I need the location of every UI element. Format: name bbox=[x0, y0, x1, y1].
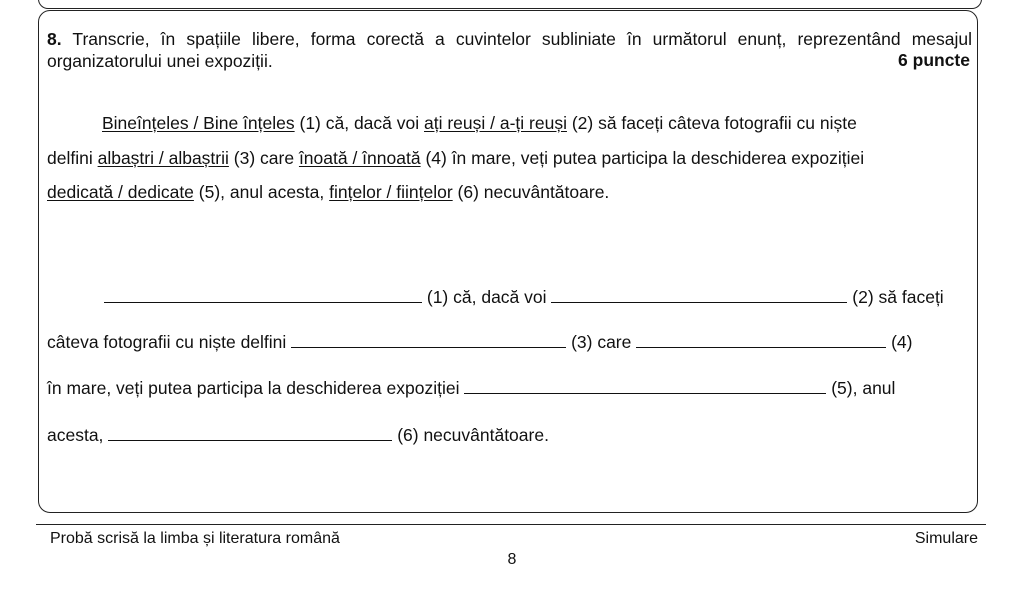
answer-blank-6[interactable] bbox=[108, 424, 392, 441]
question-text: Transcrie, în spațiile libere, forma corectă a cuvintelor subliniate în următorul enunț, reprezentând mesajul organizatorului unei expoziții. bbox=[47, 29, 972, 71]
option-5: dedicată / dedicate bbox=[47, 182, 194, 202]
answer-blank-3[interactable] bbox=[291, 331, 566, 348]
passage-line-3: dedicată / dedicate (5), anul acesta, fințelor / ființelor (6) necuvântătoare. bbox=[47, 182, 610, 202]
footer-exam-type: Simulare bbox=[914, 530, 978, 547]
question-number: 8. bbox=[47, 29, 62, 49]
previous-box-frame bbox=[38, 0, 982, 9]
question-points: 6 puncte bbox=[898, 50, 970, 70]
answer-line-3: în mare, veți putea participa la deschiderea expoziției (5), anul bbox=[47, 378, 896, 398]
option-2: ați reuși / a-ți reuși bbox=[424, 113, 567, 133]
answer-line-4: acesta, (6) necuvântătoare. bbox=[47, 425, 549, 445]
option-1: Bineînțeles / Bine înțeles bbox=[102, 113, 295, 133]
passage-line-1: Bineînțeles / Bine înțeles (1) că, dacă voi ați reuși / a-ți reuși (2) să faceți câteva fotografii cu niște bbox=[102, 113, 857, 133]
answer-blank-2[interactable] bbox=[551, 286, 847, 303]
option-6: fințelor / ființelor bbox=[329, 182, 453, 202]
answer-line-2: câteva fotografii cu niște delfini (3) care (4) bbox=[47, 332, 913, 352]
page-number: 8 bbox=[507, 551, 517, 568]
passage-line-2: delfini albaștri / albaștrii (3) care înoată / înnoată (4) în mare, veți putea participa la deschiderea expoziției bbox=[47, 148, 865, 168]
option-3: albaștri / albaștrii bbox=[97, 148, 229, 168]
answer-blank-5[interactable] bbox=[464, 377, 826, 394]
answer-blank-1[interactable] bbox=[104, 286, 422, 303]
answer-blank-4[interactable] bbox=[636, 331, 886, 348]
footer-subject: Probă scrisă la limba și literatura română bbox=[50, 530, 340, 547]
footer-rule bbox=[36, 524, 986, 525]
option-4: înoată / înnoată bbox=[298, 148, 421, 168]
answer-line-1: (1) că, dacă voi (2) să faceți bbox=[104, 286, 944, 308]
